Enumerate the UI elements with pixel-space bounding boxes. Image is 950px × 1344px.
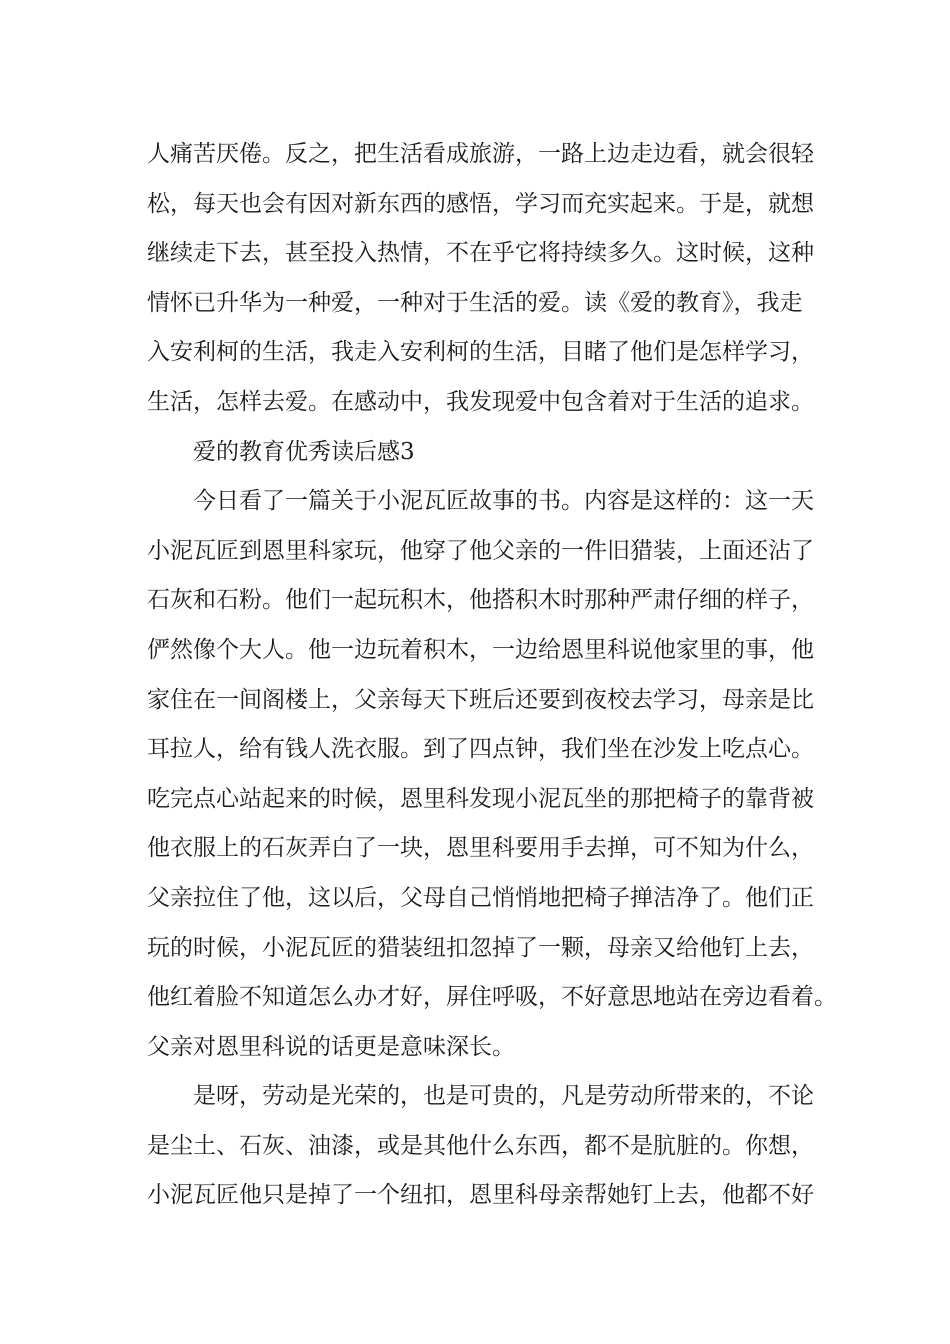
text-line: 入安利柯的生活，我走入安利柯的生活，目睹了他们是怎样学习， (147, 339, 814, 366)
text-line: 父亲拉住了他，这以后，父母自己悄悄地把椅子掸洁净了。他们正 (147, 884, 814, 911)
text-line: 是呀，劳动是光荣的，也是可贵的，凡是劳动所带来的，不论 (193, 1083, 814, 1110)
text-line: 情怀已升华为一种爱，一种对于生活的爱。读《爱的教育》，我走 (147, 289, 803, 316)
text-line: 俨然像个大人。他一边玩着积木，一边给恩里科说他家里的事，他 (147, 636, 814, 663)
paragraph-3 (147, 1072, 827, 1221)
paragraph-2 (147, 477, 837, 1072)
text-line: 耳拉人，给有钱人洗衣服。到了四点钟，我们坐在沙发上吃点心。 (147, 736, 814, 763)
section-heading: 爱的教育优秀读后感3 (193, 438, 415, 465)
document-body (147, 130, 837, 1221)
text-line: 人痛苦厌倦。反之，把生活看成旅游，一路上边走边看，就会很轻 (147, 141, 814, 167)
text-line: 吃完点心站起来的时候，恩里科发现小泥瓦坐的那把椅子的靠背被 (147, 785, 814, 812)
paragraph-1 (147, 130, 827, 428)
text-line: 生活，怎样去爱。在感动中，我发现爱中包含着对于生活的追求。 (147, 388, 814, 415)
text-line: 父亲对恩里科说的话更是意味深长。 (147, 1033, 515, 1060)
text-line: 小泥瓦匠到恩里科家玩，他穿了他父亲的一件旧猎装，上面还沾了 (147, 537, 814, 564)
text-line: 他红着脸不知道怎么办才好，屏住呼吸，不好意思地站在旁边看着。 (147, 984, 837, 1011)
text-line: 他衣服上的石灰弄白了一块，恩里科要用手去掸，可不知为什么， (147, 835, 814, 862)
text-line: 今日看了一篇关于小泥瓦匠故事的书。内容是这样的：这一天 (193, 488, 814, 515)
text-line: 继续走下去，甚至投入热情，不在乎它将持续多久。这时候，这种 (147, 240, 814, 267)
text-line: 石灰和石粉。他们一起玩积木，他搭积木时那种严肃仔细的样子， (147, 587, 814, 614)
text-line: 是尘土、石灰、油漆，或是其他什么东西，都不是肮脏的。你想， (147, 1132, 814, 1159)
text-line: 家住在一间阁楼上，父亲每天下班后还要到夜校去学习，母亲是比 (147, 686, 814, 713)
text-line: 松，每天也会有因对新东西的感悟，学习而充实起来。于是，就想 (147, 190, 814, 217)
text-line: 玩的时候，小泥瓦匠的猎装纽扣忽掉了一颗，母亲又给他钉上去， (147, 934, 814, 961)
text-line: 小泥瓦匠他只是掉了一个纽扣，恩里科母亲帮她钉上去，他都不好 (147, 1182, 814, 1209)
